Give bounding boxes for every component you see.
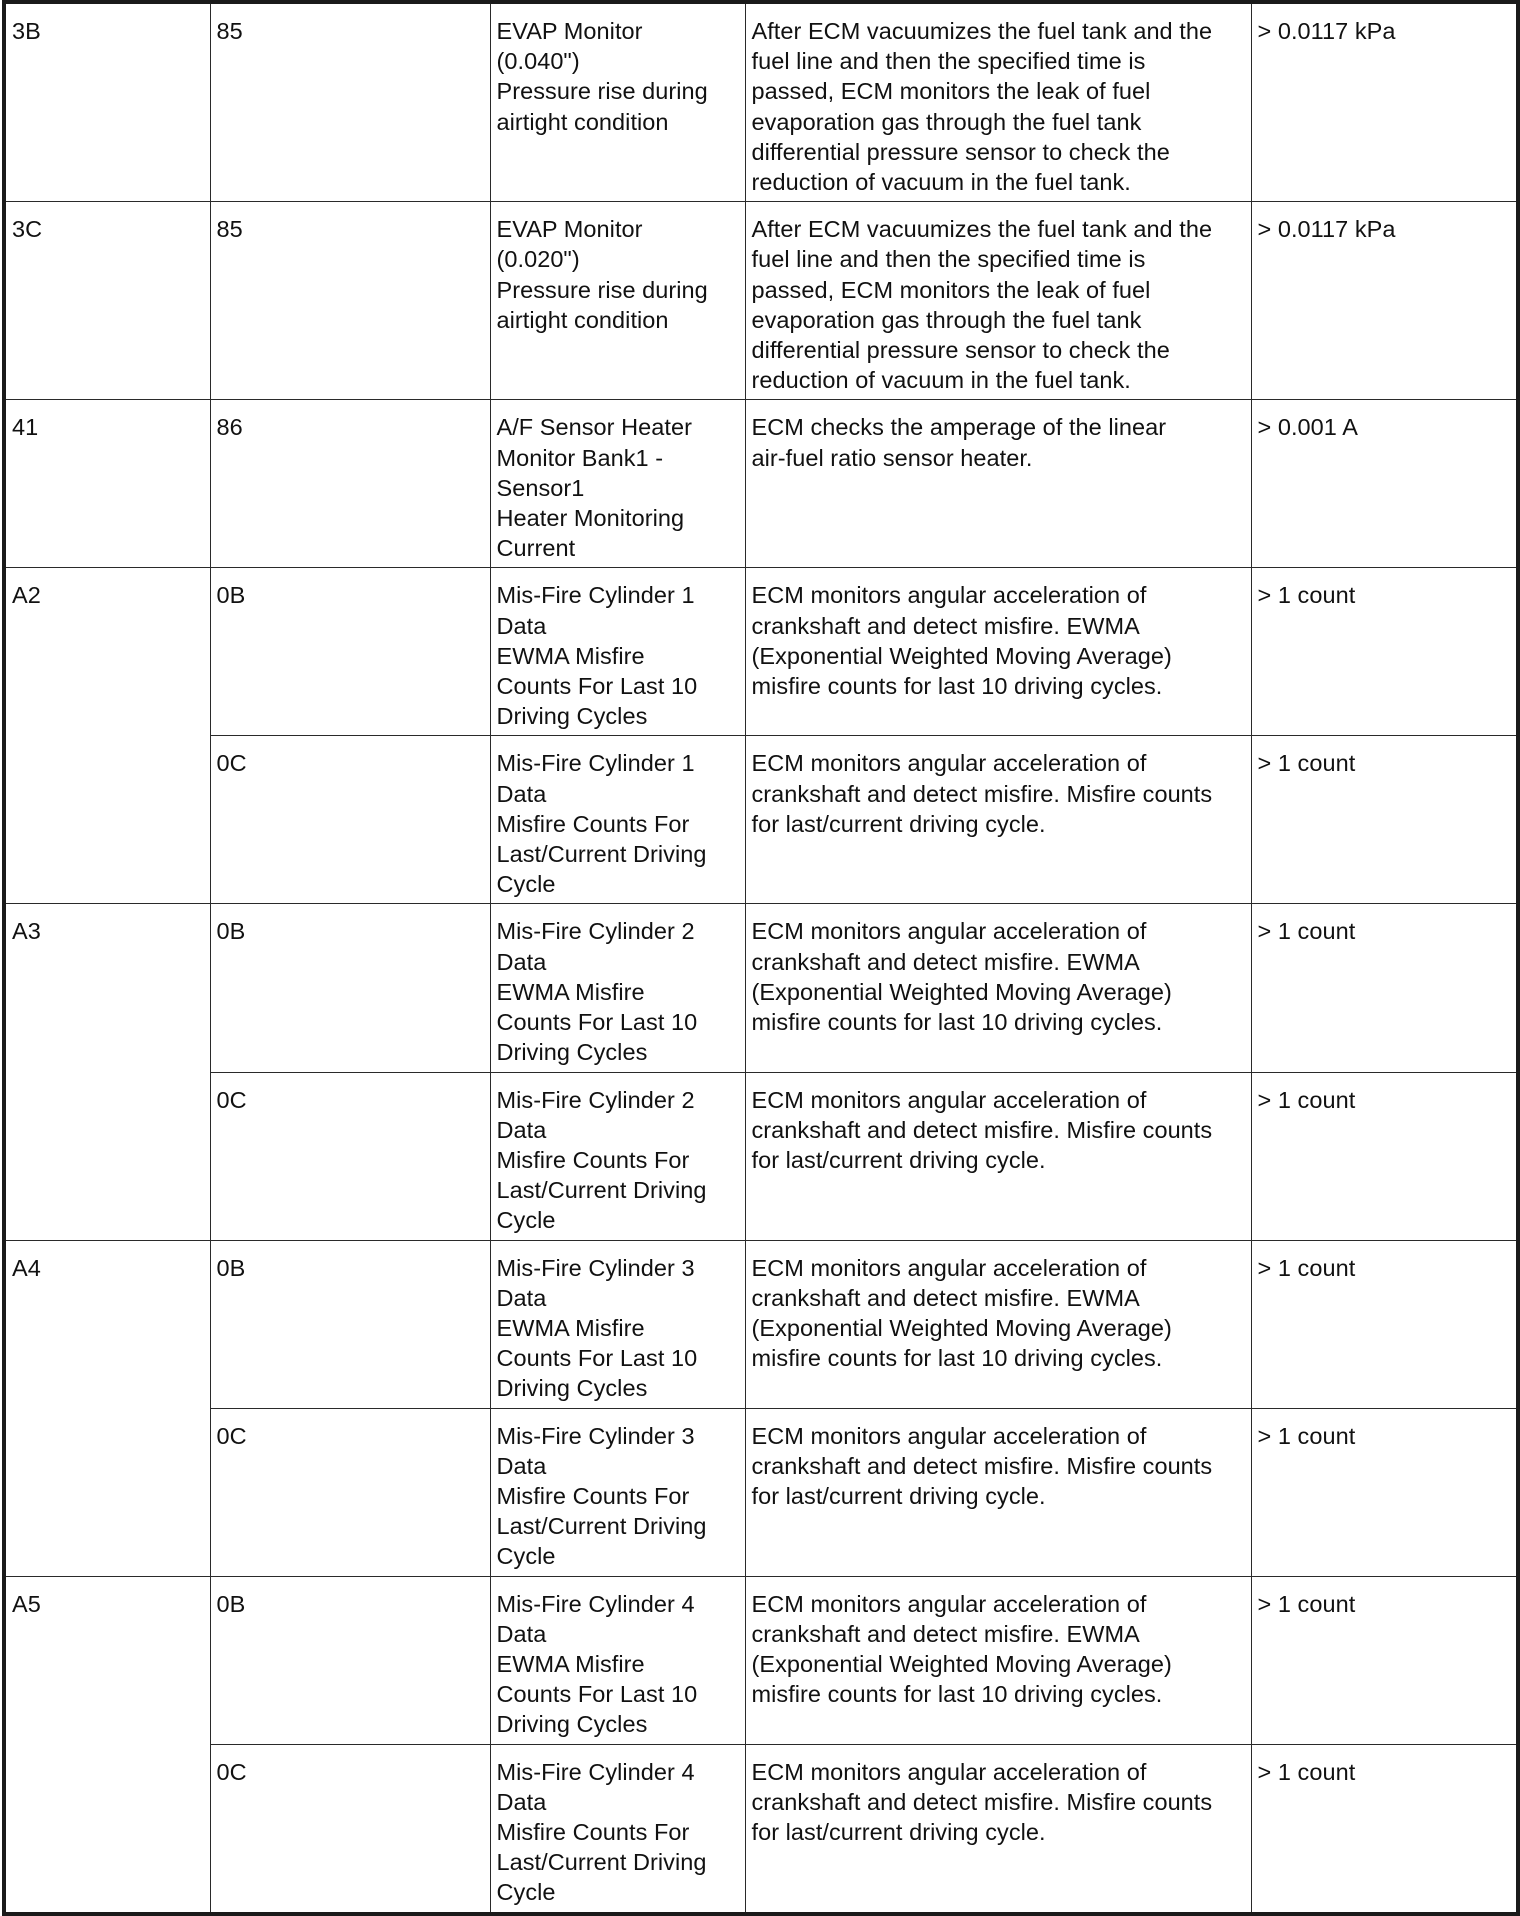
cid-cell: 0C [210,1408,490,1576]
detail-cell: ECM monitors angular acceleration of crankshaft and detect misfire. EWMA (Exponential Weighted Moving Average) misfire counts for last 10 driving cycles. [745,904,1251,1072]
detail-cell: ECM monitors angular acceleration of crankshaft and detect misfire. EWMA (Exponential Weighted Moving Average) misfire counts for last 10 driving cycles. [745,1240,1251,1408]
cid-cell: 0B [210,568,490,736]
detail-cell: ECM checks the amperage of the linear air-fuel ratio sensor heater. [745,400,1251,568]
threshold-cell: > 1 count [1251,1072,1518,1240]
detail-cell: ECM monitors angular acceleration of crankshaft and detect misfire. Misfire counts for last/current driving cycle. [745,1408,1251,1576]
detail-cell: After ECM vacuumizes the fuel tank and the fuel line and then the specified time is passed, ECM monitors the leak of fuel evaporation gas through the fuel tank differential pressure sensor to check the reduction of vacuum in the fuel tank. [745,2,1251,202]
cid-cell: 85 [210,2,490,202]
table-row [4,736,1518,904]
description-cell: EVAP Monitor (0.040") Pressure rise during airtight condition [490,2,745,202]
table-row [4,568,1518,736]
threshold-cell: > 0.0117 kPa [1251,202,1518,400]
tid-cell: A5 [4,1576,210,1914]
cid-cell: 85 [210,202,490,400]
tid-cell: 41 [4,400,210,568]
cid-cell: 0C [210,736,490,904]
table-row [4,1408,1518,1576]
threshold-cell: > 1 count [1251,1576,1518,1744]
description-cell: A/F Sensor Heater Monitor Bank1 - Sensor1 Heater Monitoring Current [490,400,745,568]
detail-cell: ECM monitors angular acceleration of crankshaft and detect misfire. EWMA (Exponential Weighted Moving Average) misfire counts for last 10 driving cycles. [745,1576,1251,1744]
cid-cell: 0C [210,1744,490,1914]
threshold-cell: > 1 count [1251,736,1518,904]
threshold-cell: > 0.001 A [1251,400,1518,568]
table-row [4,1744,1518,1914]
cid-cell: 0B [210,1240,490,1408]
threshold-cell: > 1 count [1251,1240,1518,1408]
detail-cell: ECM monitors angular acceleration of crankshaft and detect misfire. Misfire counts for last/current driving cycle. [745,736,1251,904]
monitor-table [2,0,1520,1916]
table-row [4,202,1518,400]
cid-cell: 0B [210,1576,490,1744]
detail-cell: ECM monitors angular acceleration of crankshaft and detect misfire. Misfire counts for last/current driving cycle. [745,1072,1251,1240]
tid-cell: 3B [4,2,210,202]
cid-cell: 86 [210,400,490,568]
tid-cell: A3 [4,904,210,1240]
threshold-cell: > 1 count [1251,904,1518,1072]
detail-cell: After ECM vacuumizes the fuel tank and the fuel line and then the specified time is passed, ECM monitors the leak of fuel evaporation gas through the fuel tank differential pressure sensor to check the reduction of vacuum in the fuel tank. [745,202,1251,400]
threshold-cell: > 1 count [1251,568,1518,736]
description-cell: Mis-Fire Cylinder 4 Data EWMA Misfire Counts For Last 10 Driving Cycles [490,1576,745,1744]
description-cell: Mis-Fire Cylinder 4 Data Misfire Counts For Last/Current Driving Cycle [490,1744,745,1914]
tid-cell: A4 [4,1240,210,1576]
table-row [4,2,1518,202]
threshold-cell: > 0.0117 kPa [1251,2,1518,202]
threshold-cell: > 1 count [1251,1744,1518,1914]
description-cell: Mis-Fire Cylinder 2 Data EWMA Misfire Counts For Last 10 Driving Cycles [490,904,745,1072]
monitor-table-body [4,2,1518,1914]
cid-cell: 0C [210,1072,490,1240]
table-row [4,1576,1518,1744]
description-cell: Mis-Fire Cylinder 1 Data EWMA Misfire Counts For Last 10 Driving Cycles [490,568,745,736]
detail-cell: ECM monitors angular acceleration of crankshaft and detect misfire. Misfire counts for last/current driving cycle. [745,1744,1251,1914]
detail-cell: ECM monitors angular acceleration of crankshaft and detect misfire. EWMA (Exponential Weighted Moving Average) misfire counts for last 10 driving cycles. [745,568,1251,736]
tid-cell: A2 [4,568,210,904]
description-cell: EVAP Monitor (0.020") Pressure rise during airtight condition [490,202,745,400]
cid-cell: 0B [210,904,490,1072]
tid-cell: 3C [4,202,210,400]
description-cell: Mis-Fire Cylinder 3 Data EWMA Misfire Counts For Last 10 Driving Cycles [490,1240,745,1408]
threshold-cell: > 1 count [1251,1408,1518,1576]
description-cell: Mis-Fire Cylinder 3 Data Misfire Counts For Last/Current Driving Cycle [490,1408,745,1576]
description-cell: Mis-Fire Cylinder 1 Data Misfire Counts For Last/Current Driving Cycle [490,736,745,904]
table-row [4,904,1518,1072]
table-row [4,1240,1518,1408]
table-row [4,400,1518,568]
table-row [4,1072,1518,1240]
description-cell: Mis-Fire Cylinder 2 Data Misfire Counts For Last/Current Driving Cycle [490,1072,745,1240]
